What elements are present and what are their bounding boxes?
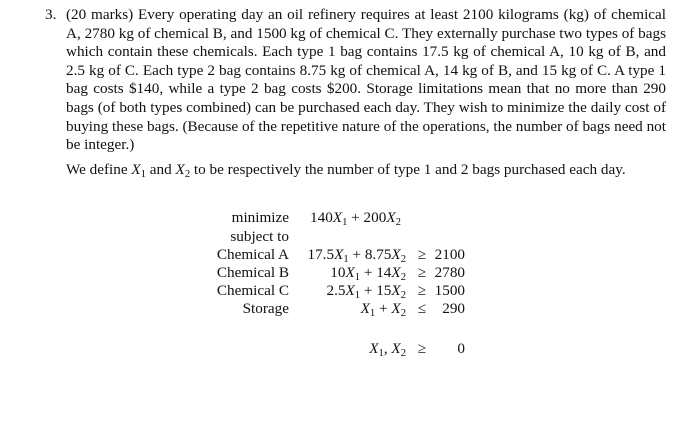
constraint-expression-chemical-b: $10X_1 + 14X_2$ — [330, 264, 406, 284]
objective-label: minimize — [231, 209, 289, 226]
constraint-relation-storage: ≤ — [417, 300, 427, 317]
constraint-label-chemical-b: Chemical B — [216, 264, 289, 281]
subject-to-label: subject to — [230, 228, 289, 245]
constraint-rhs-chemical-c: 1500 — [434, 282, 465, 299]
constraint-rhs-chemical-a: 2100 — [434, 246, 465, 263]
nonnegativity-rhs: 0 — [457, 340, 465, 357]
constraint-expression-chemical-a: $17.5X_1 + 8.75X_2$ — [307, 246, 406, 266]
nonnegativity-expression: $X_1$, $X_2$ — [369, 340, 406, 360]
constraint-rhs-storage: 290 — [442, 300, 465, 317]
constraint-label-chemical-a: Chemical A — [216, 246, 289, 263]
constraint-relation-chemical-b: ≥ — [417, 264, 427, 281]
problem-number: 3. — [45, 6, 57, 23]
constraint-relation-chemical-c: ≥ — [417, 282, 427, 299]
constraint-relation-chemical-a: ≥ — [417, 246, 427, 263]
problem-statement: (20 marks) Every operating day an oil refinery requires at least 2100 kilograms (kg) of chemical A, 2780 kg of chemical B, and 1500 kg of chemical C. They externally purchase two types of bags which contain these chemicals. Each type 1 bag contains 17.5 kg of chemical A, 10 kg of B, and 2.5 kg of C. Each type 2 bag contains 8.75 kg of chemical A, 14 kg of B, and 15 kg of C. A type 1 bag costs $140, while a type 2 bag costs $200. Storage limitations mean that no more than 290 bags (of both types combined) can be purchased each day. They wish to minimize the daily cost of buying these bags. (Because of the repetitive nature of the operations, the number of bags need not be integer.) — [66, 6, 666, 154]
nonnegativity-relation: ≥ — [417, 340, 427, 357]
constraint-label-storage: Storage — [242, 300, 289, 317]
constraint-expression-chemical-c: $2.5X_1 + 15X_2$ — [326, 282, 406, 302]
objective-expression: $140X_1 + 200X_2$ — [310, 209, 401, 229]
constraint-label-chemical-c: Chemical C — [216, 282, 289, 299]
constraint-expression-storage: $X_1 + X_2$ — [360, 300, 406, 320]
constraint-rhs-chemical-b: 2780 — [434, 264, 465, 281]
variable-definition: We define $X_1$ and $X_2$ to be respectively the number of type 1 and 2 bags purchased each day. — [66, 160, 626, 180]
